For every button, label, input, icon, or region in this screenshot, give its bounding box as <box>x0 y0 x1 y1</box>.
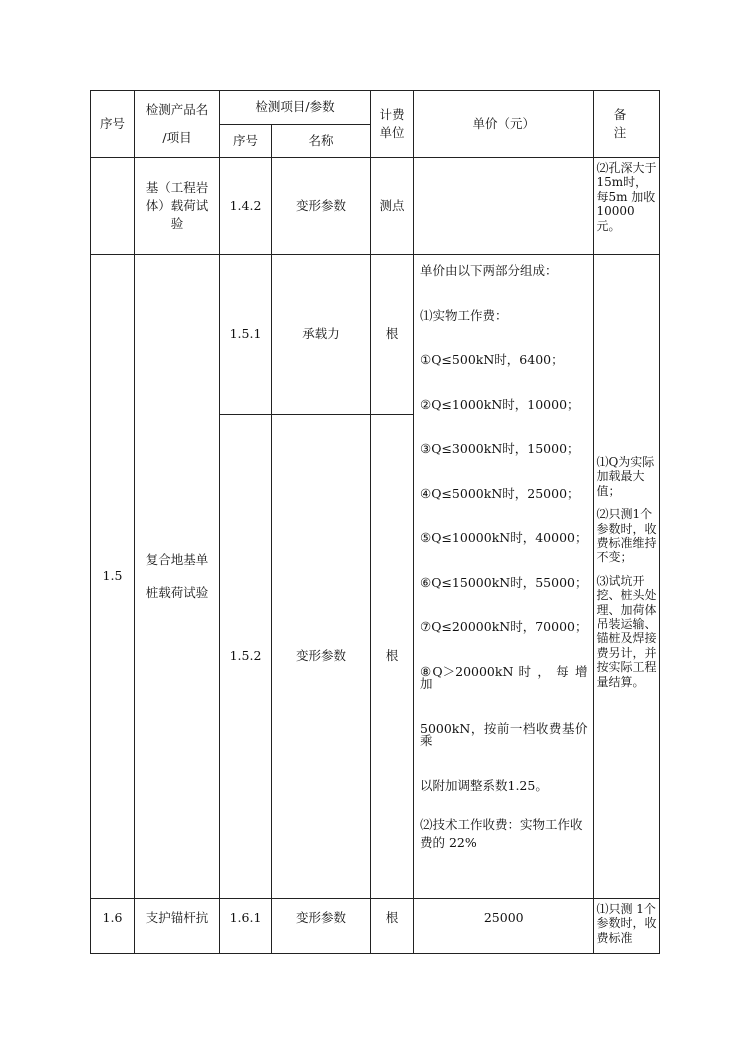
price-line: ⑦Q≤20000kN时，70000； <box>420 619 588 634</box>
row-15-product-line2: 桩载荷试验 <box>145 584 209 600</box>
row-15-product <box>135 255 220 899</box>
row-142-sub-seq: 1.4.2 <box>220 158 272 255</box>
header-note: 备 注 <box>594 91 660 158</box>
table-row-1-4-2 <box>91 158 660 255</box>
price-line: 以附加调整系数1.25。 <box>420 777 548 793</box>
row-161-seq: 1.6.1 <box>220 899 272 954</box>
row-161-unit: 根 <box>371 899 414 954</box>
row-161-price: 25000 <box>414 899 594 954</box>
row-142-name: 变形参数 <box>272 158 371 255</box>
price-line: 5000kN，按前一档收费基价乘 <box>420 720 588 748</box>
price-line: ⑧Q＞20000kN 时 ， 每 增 加 <box>420 663 588 691</box>
fee-table <box>90 90 660 954</box>
row-16-product: 支护锚杆抗 <box>135 899 220 954</box>
table-row-1-6 <box>91 899 660 954</box>
row-142-product <box>135 158 220 255</box>
row-142-unit: 测点 <box>371 158 414 255</box>
table-row-1-5-1 <box>91 255 660 415</box>
price-line: 单价由以下两部分组成： <box>420 263 558 278</box>
row-142-price <box>414 158 594 255</box>
price-tail: ⑵技术工作收费：实物工作收费的 22% <box>420 817 583 851</box>
row-151-unit: 根 <box>371 255 414 415</box>
row-15-price <box>414 255 594 899</box>
row-142-product-line2: 体）载荷试 <box>145 197 209 213</box>
row-142-note: ⑵孔深大于15m时，每5m 加收 10000元。 <box>594 158 660 255</box>
header-seq: 序号 <box>91 91 135 158</box>
row-142-seq <box>91 158 135 255</box>
price-line: ⑴实物工作费： <box>420 307 508 323</box>
row-152-name: 变形参数 <box>272 415 371 899</box>
header-unit-line2: 单位 <box>379 125 405 140</box>
price-line: ①Q≤500kN时，6400； <box>420 352 564 367</box>
price-line: ③Q≤3000kN时，15000； <box>420 441 580 456</box>
price-line: ⑤Q≤10000kN时，40000； <box>420 530 588 545</box>
price-line: ⑥Q≤15000kN时，55000； <box>420 574 588 590</box>
row-15-notes <box>594 255 660 899</box>
header-price: 单价（元） <box>414 91 594 158</box>
row-142-product-line3: 验 <box>170 216 184 232</box>
header-product <box>135 91 220 158</box>
header-item-param: 检测项目/参数 <box>220 91 371 125</box>
header-row <box>91 91 660 125</box>
header-sub-seq: 序号 <box>220 125 272 158</box>
note-item: ⑴Q为实际加载最大值； <box>596 455 655 498</box>
price-line: ④Q≤5000kN时，25000； <box>420 485 580 501</box>
row-152-unit: 根 <box>371 415 414 899</box>
row-152-seq: 1.5.2 <box>220 415 272 899</box>
row-161-name: 变形参数 <box>272 899 371 954</box>
row-151-seq: 1.5.1 <box>220 255 272 415</box>
note-item: ⑵只测1个参数时，收费标准维持不变； <box>596 507 657 565</box>
row-15-price-lines <box>418 255 589 852</box>
row-15-seq: 1.5 <box>91 255 135 899</box>
header-product-line2: /项目 <box>162 130 192 145</box>
row-142-product-line1: 基（工程岩 <box>145 179 209 195</box>
row-15-product-line1: 复合地基单 <box>145 552 209 568</box>
price-line: ②Q≤1000kN时，10000； <box>420 396 580 412</box>
header-sub-name: 名称 <box>272 125 371 158</box>
note-item: ⑶试坑开挖、桩头处理、加荷体吊装运输、锚桩及焊接费另计，并按实际工程量结算。 <box>596 573 657 689</box>
row-16-seq: 1.6 <box>91 899 135 954</box>
row-16-note: ⑴只测 1个参数时，收费标准 <box>594 899 660 954</box>
header-unit-line1: 计费 <box>379 106 405 122</box>
header-unit <box>371 91 414 158</box>
header-product-line1: 检测产品名 <box>145 101 209 117</box>
row-151-name: 承载力 <box>272 255 371 415</box>
